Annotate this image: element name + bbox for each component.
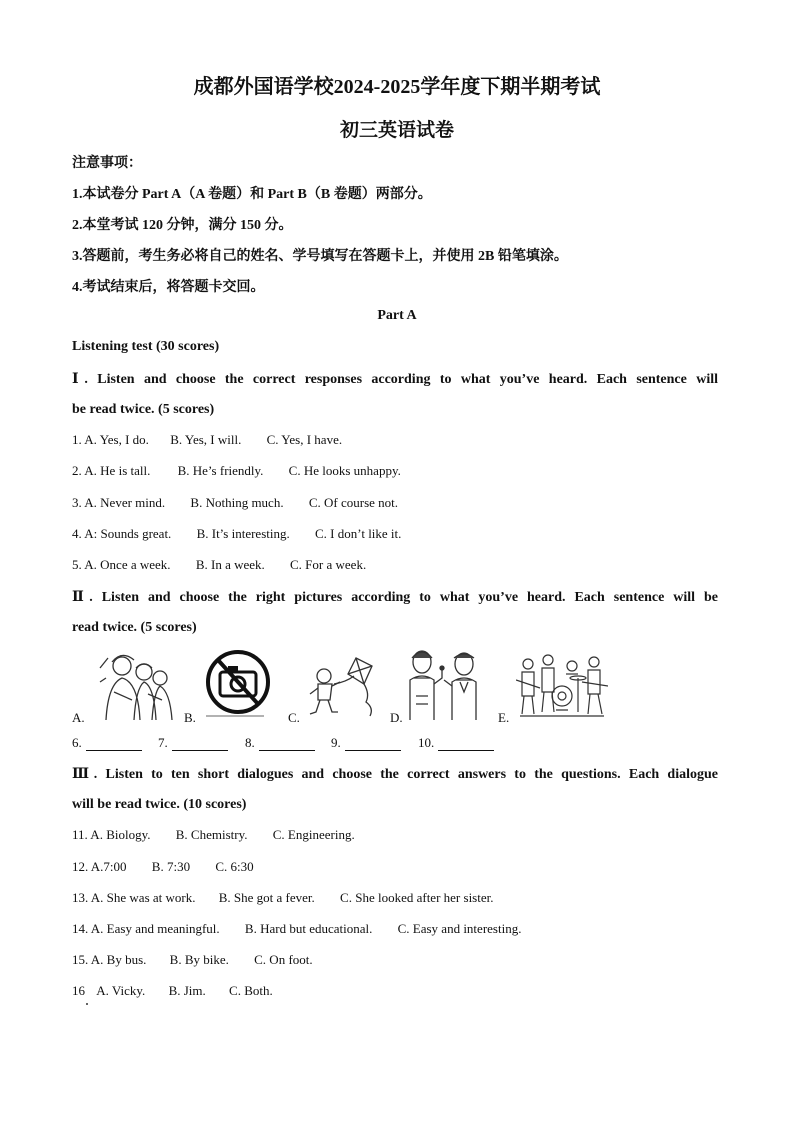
boy-flying-kite-icon: [304, 654, 384, 718]
option-c: C. Engineering.: [272, 827, 355, 842]
answer-blank-9[interactable]: [331, 735, 401, 751]
option-c: C. Both.: [229, 983, 273, 998]
no-photography-icon: [204, 646, 272, 718]
note-item: 1.本试卷分 Part A（A 卷题）和 Part B（B 卷题）两部分。: [72, 187, 432, 202]
option-b: B. Yes, I will.: [170, 432, 242, 447]
blank-number: 8.: [245, 735, 255, 750]
band-playing-icon: [516, 652, 608, 720]
option-b: B. It’s interesting.: [196, 526, 290, 541]
option-a: 2. A. He is tall.: [72, 463, 151, 478]
picture-label-d: D.: [390, 710, 403, 725]
option-a: 13. A. She was at work.: [72, 890, 196, 905]
option-b: B. By bike.: [169, 952, 229, 967]
picture-label-c: C.: [288, 710, 300, 725]
listening-heading: Listening test (30 scores): [72, 339, 220, 354]
question-15: [72, 952, 313, 968]
option-c: C. For a week.: [290, 557, 367, 572]
option-a: 15. A. By bus.: [72, 952, 147, 967]
mother-and-children-icon: [92, 648, 178, 722]
question-12: [72, 859, 254, 875]
option-c: C. On foot.: [254, 952, 313, 967]
note-item: 3.答题前，考生务必将自己的姓名、学号填写在答题卡上，并使用 2B 铅笔填涂。: [72, 249, 568, 264]
blank-number: 10.: [418, 735, 435, 750]
section2-instructions: Ⅱ. Listen and choose the right pictures according to what you’ve heard. Each sentence will be: [72, 590, 718, 605]
option-b: B. He’s friendly.: [177, 463, 264, 478]
option-b: B. In a week.: [195, 557, 265, 572]
option-c: C. Yes, I have.: [266, 432, 343, 447]
option-c: C. 6:30: [215, 859, 254, 874]
option-a: 3. A. Never mind.: [72, 495, 166, 510]
answer-blank-10[interactable]: [418, 735, 494, 751]
picture-label-b: B.: [184, 710, 196, 725]
question-3: [72, 495, 398, 511]
section1-instructions-cont: be read twice. (5 scores): [72, 402, 215, 417]
option-a: 1. A. Yes, I do.: [72, 432, 149, 447]
question-13: [72, 890, 493, 906]
blank-number: 7.: [158, 735, 168, 750]
option-a: 5. A. Once a week.: [72, 557, 171, 572]
section2-instructions-cont: read twice. (5 scores): [72, 620, 197, 635]
question-5: [72, 557, 366, 573]
blank-number: 6.: [72, 735, 82, 750]
section3-instructions-cont: will be read twice. (10 scores): [72, 797, 247, 812]
question-14: [72, 921, 521, 937]
option-a: 11. A. Biology.: [72, 827, 151, 842]
exam-title: 成都外国语学校2024-2025学年度下期半期考试: [193, 76, 601, 98]
option-c: C. I don’t like it.: [314, 526, 402, 541]
question-2: [72, 463, 401, 479]
section1-instructions: Ⅰ. Listen and choose the correct responses according to what you’ve heard. Each sentence will: [72, 372, 718, 387]
option-b: B. Hard but educational.: [244, 921, 373, 936]
option-a: 12. A.7:00: [72, 859, 127, 874]
notes-heading: 注意事项：: [72, 156, 142, 171]
question-11: [72, 827, 355, 843]
question-16: [72, 983, 273, 999]
two-men-talking-icon: [404, 648, 484, 720]
note-item: 4.考试结束后，将答题卡交回。: [72, 280, 265, 295]
option-c: C. She looked after her sister.: [340, 890, 494, 905]
note-item: 2.本堂考试 120 分钟，满分 150 分。: [72, 218, 293, 233]
picture-label-e: E.: [498, 710, 510, 725]
option-b: B. Jim.: [168, 983, 206, 998]
option-b: B. 7:30: [151, 859, 191, 874]
part-a-label: Part A: [377, 308, 417, 323]
option-b: B. She got a fever.: [218, 890, 315, 905]
question-1: [72, 432, 342, 448]
option-c: C. Of course not.: [308, 495, 399, 510]
option-b: B. Chemistry.: [175, 827, 248, 842]
option-c: C. He looks unhappy.: [288, 463, 401, 478]
question-4: [72, 526, 401, 542]
stray-mark: [86, 1003, 88, 1005]
option-a: 4. A: Sounds great.: [72, 526, 172, 541]
section3-instructions: Ⅲ. Listen to ten short dialogues and choose the correct answers to the questions. Each dialogue: [72, 767, 718, 782]
option-b: B. Nothing much.: [190, 495, 284, 510]
question-number: 16: [72, 983, 85, 998]
blank-number: 9.: [331, 735, 341, 750]
answer-blank-8[interactable]: [245, 735, 315, 751]
option-c: C. Easy and interesting.: [397, 921, 522, 936]
picture-label-a: A.: [72, 710, 85, 725]
answer-blank-7[interactable]: [158, 735, 228, 751]
exam-subtitle: 初三英语试卷: [339, 120, 454, 141]
answer-blank-6[interactable]: [72, 735, 142, 751]
option-a: A. Vicky.: [96, 983, 146, 998]
option-a: 14. A. Easy and meaningful.: [72, 921, 220, 936]
